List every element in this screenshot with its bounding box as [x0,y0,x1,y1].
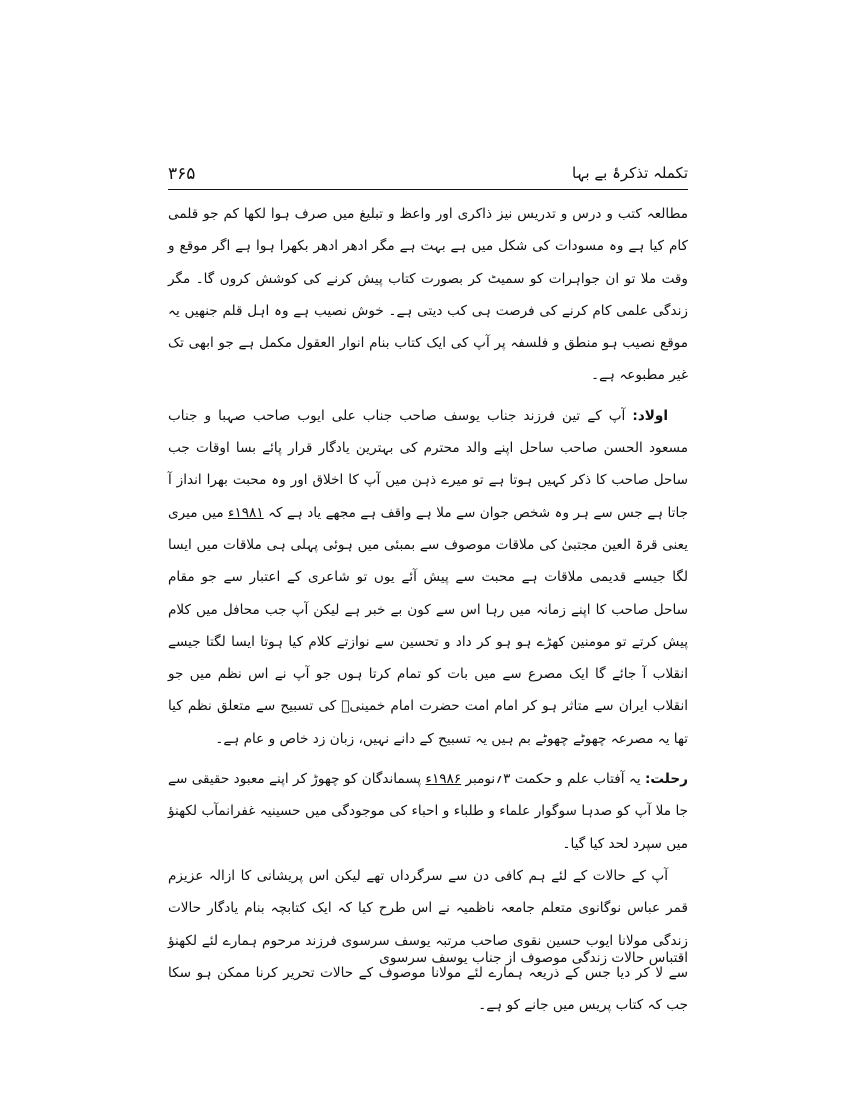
header-rule [168,189,688,190]
demise-year: ۱۹۸۶ء [425,771,462,788]
page-header [168,164,688,188]
paragraph-sources: آپ کے حالات کے لئے ہم کافی دن سے سرگرداں تھے لیکن اس پریشانی کا ازالہ عزیزم قمر عباس نوگانوی متعلم جامعہ ناظمیہ نے اس طرح کیا کہ ایک کتابچہ بنام یادگار حالات زندگی مولانا ایوب حسین نقوی صاحب مرتبہ یوسف سرسوی فرزند مرحوم ہمارے لئے لکھنؤ سے لا کر دیا جس کے ذریعہ ہمارے لئے مولانا موصوف کے حالات تحریر کرنا ممکن ہو سکا جب کہ کتاب پریس میں جانے کو ہے۔ [168,867,688,1014]
offspring-text-continued: میں میری یعنی قرۃ العین مجتبیٰ کی ملاقات موصوف سے بمبئی میں ہوئی پہلی ہی ملاقات میں ایسا لگا جیسے قدیمی ملاقات ہے محبت سے پیش آئے یوں تو شاعری کے اعتبار سے جو مقام ساحل صاحب کا اپنے زمانہ میں رہا اس سے کون بے خبر ہے لیکن آپ جب محافل میں کلام پیش کرتے تو مومنین کھڑے ہو ہو کر داد و تحسین سے نوازتے کلام کیا ہوتا ایسا لگتا جیسے انقلاب آ جائے گا ایک مصرع سے میں بات کو تمام کرتا ہوں جو آپ نے اس نظم میں جو انقلاب ایران سے متاثر ہو کر امام امت حضرت امام خمینیؒ کی تسبیح سے متعلق نظم کیا تھا یہ مصرعہ چھوٹے چھوٹے بم ہیں یہ تسبیح کے دانے نہیں، زبان زد خاص و عام ہے۔ [168,504,688,747]
paragraph-demise [168,763,688,860]
page-number: ۳۶۵ [168,164,196,184]
demise-text: یہ آفتاب علم و حکمت ۳؍نومبر [461,771,645,788]
demise-heading: رحلت: [644,771,688,788]
paragraph-offspring [168,400,688,755]
demise-text-continued: پسماندگان کو چھوڑ کر اپنے معبود حقیقی سے جا ملا آپ کو صدہا سوگوار علماء و طلباء و احباء کی موجودگی میں حسینیہ غفرانمآب لکھنؤ میں سپرد لحد کیا گیا۔ [168,771,688,852]
offspring-text: آپ کے تین فرزند جناب یوسف صاحب جناب علی ایوب صاحب صہبا و جناب مسعود الحسن صاحب ساحل اپنے والد محترم کی بہترین یادگار قرار پائے بسا اوقات جب ساحل صاحب کا ذکر کہیں ہوتا ہے تو میرے ذہن میں آپ کا اخلاق اور وہ محبت بھرا انداز آ جاتا ہے جس سے ہر وہ شخص جوان سے ملا ہے واقف ہے مجھے یاد ہے کہ [168,407,688,521]
paragraph-1: مطالعہ کتب و درس و تدریس نیز ذاکری اور واعظ و تبلیغ میں صرف ہوا لکھا کم جو قلمی کام کیا ہے وہ مسودات کی شکل میں ہے بہت ہے مگر ادھر ادھر بکھرا ہوا ہے اگر موقع و وقت ملا تو ان جواہرات کو سمیٹ کر بصورت کتاب پیش کرنے کی کوشش کروں گا۔ مگر زندگی علمی کام کرنے کی فرصت ہی کب دیتی ہے۔ خوش نصیب ہے وہ اہل قلم جنھیں یہ موقع نصیب ہو منطق و فلسفہ پر آپ کی ایک کتاب بنام انوار العقول مکمل ہے جو ابھی تک غیر مطبوعہ ہے۔ [168,206,688,384]
source-note: اقتباس حالات زندگی موصوف از جناب یوسف سرسوی [379,950,688,966]
offspring-heading: اولاد: [632,407,668,424]
running-title: تکملہ تذکرۂ بے بہا [572,164,688,182]
body-text [168,198,688,1021]
offspring-year: ۱۹۸۱ء [228,504,264,521]
